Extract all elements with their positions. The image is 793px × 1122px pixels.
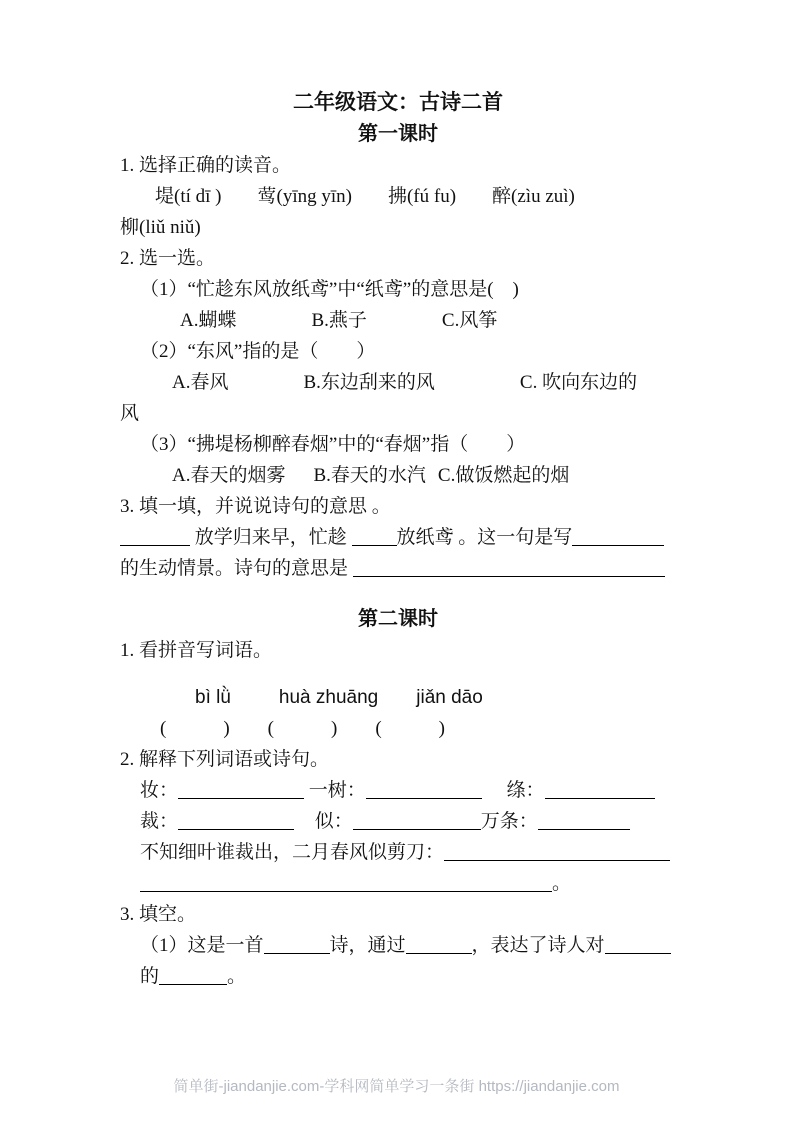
s2-q3-seg4: 的	[140, 966, 160, 987]
fill-blank	[366, 782, 482, 799]
pronunciation-word: 拂(fú fu)	[387, 186, 457, 207]
fill-blank	[159, 968, 227, 985]
fill-blank	[406, 937, 472, 954]
footer-text: 简单街-jiandanjie.com-学科网简单学习一条街 https://jiandanjie.com	[173, 1078, 620, 1095]
fill-blank	[605, 937, 671, 954]
session2-heading: 第二课时	[358, 608, 438, 630]
answer-bracket: ( )	[160, 718, 230, 739]
s2-q2-verse-line2	[120, 868, 676, 899]
fill-blank	[444, 844, 670, 861]
fill-blank	[120, 529, 190, 546]
fill-blank	[178, 813, 294, 830]
s2-q1-label: 1. 看拼音写词语。	[120, 640, 273, 661]
s2-q2-verse-line	[120, 837, 676, 868]
fill-blank	[264, 937, 330, 954]
period-mark: 。	[552, 873, 572, 894]
s1-q2-label: 2. 选一选。	[120, 248, 216, 269]
term-label: 万条：	[480, 811, 538, 832]
s2-q3-fill-line2	[120, 961, 676, 992]
s1-q3-fill-line1	[120, 522, 676, 553]
s1-q3-fill-line2	[120, 553, 676, 584]
s1-q2-item1-question: （1）“忙趁东风放纸鸢”中“纸鸢”的意思是( )	[140, 279, 519, 300]
s1-q2-item3-question: （3）“拂堤杨柳醉春烟”中的“春烟”指（ ）	[140, 434, 526, 455]
fill-blank	[353, 813, 481, 830]
s2-q3-label: 3. 填空。	[120, 904, 197, 925]
s1-q2-item2-question: （2）“东风”指的是（ ）	[140, 341, 376, 362]
option-b: B.燕子	[311, 310, 367, 331]
fill-blank	[353, 560, 665, 577]
term-label: 似：	[314, 811, 353, 832]
s1-q2-item2-options	[120, 367, 655, 429]
answer-bracket: ( )	[267, 718, 338, 739]
fill-blank	[538, 813, 630, 830]
answer-bracket: ( )	[375, 718, 445, 739]
option-c: C.风筝	[441, 310, 498, 331]
fill-blank	[545, 782, 655, 799]
s2-q3-seg5: 。	[227, 966, 247, 987]
footer	[0, 1075, 793, 1096]
s2-q3-fill-line1	[120, 930, 676, 961]
doc-title: 二年级语文：古诗二首	[293, 90, 503, 114]
pinyin-word: bì lǜ	[195, 687, 231, 708]
s1-q3-seg1: 放学归来早，忙趁	[194, 527, 347, 548]
term-label: 绦：	[506, 780, 545, 801]
option-a: A.蝴蝶	[180, 310, 237, 331]
s1-q2-item1-options	[120, 305, 676, 336]
s1-q3-label: 3. 填一填，并说说诗句的意思 。	[120, 496, 391, 517]
s2-q3-seg3: ，表达了诗人对	[471, 935, 605, 956]
pronunciation-word: 醉(zìu zuì)	[492, 186, 575, 207]
fill-blank	[572, 529, 664, 546]
s1-q2-item3-options	[120, 460, 676, 491]
s1-q1-label: 1. 选择正确的读音。	[120, 155, 292, 176]
s2-q2-row2	[120, 806, 676, 837]
pronunciation-word: 莺(yīng yīn)	[257, 186, 352, 207]
option-a: A.春风	[172, 372, 229, 393]
s1-q3-seg3: 的生动情景。诗句的意思是	[120, 558, 349, 579]
s2-q3-seg1: （1）这是一首	[140, 935, 264, 956]
term-label: 一树：	[308, 780, 366, 801]
s1-q1-words	[120, 181, 676, 243]
verse-text: 不知细叶谁裁出，二月春风似剪刀：	[140, 842, 445, 863]
session1-heading: 第一课时	[358, 123, 438, 145]
pinyin-word: jiǎn dāo	[416, 687, 483, 708]
s2-q2-label: 2. 解释下列词语或诗句。	[120, 749, 330, 770]
fill-blank	[178, 782, 304, 799]
term-label: 裁：	[140, 811, 179, 832]
s2-q1-pinyin	[120, 682, 676, 713]
fill-blank	[140, 875, 552, 892]
option-c: C. 吹向东边的风	[120, 372, 638, 424]
option-a: A.春天的烟雾	[172, 465, 286, 486]
option-b: B.东边刮来的风	[303, 372, 435, 393]
pronunciation-word: 柳(liǔ niǔ)	[120, 217, 201, 238]
term-label: 妆：	[140, 780, 179, 801]
fill-blank	[352, 529, 397, 546]
s2-q2-row1	[120, 775, 676, 806]
option-b: B.春天的水汽	[313, 465, 426, 486]
pinyin-word: huà zhuāng	[278, 687, 379, 708]
s2-q3-seg2: 诗，通过	[329, 935, 406, 956]
option-c: C.做饭燃起的烟	[437, 465, 570, 486]
s1-q3-seg2: 放纸鸢 。这一句是写	[396, 527, 573, 548]
pronunciation-word: 堤(tí dī )	[155, 186, 222, 207]
s2-q1-answer-brackets	[120, 713, 676, 744]
